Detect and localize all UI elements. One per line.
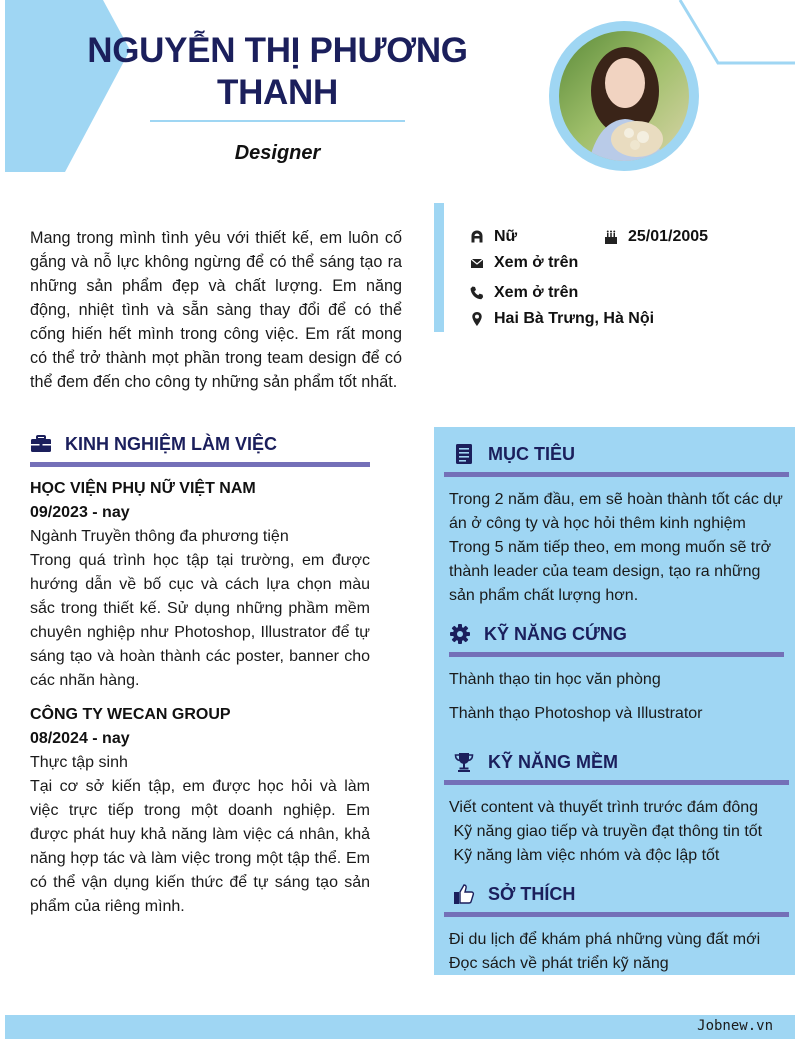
- objective-text: [449, 488, 789, 608]
- hobbies-heading: [453, 883, 575, 905]
- objective-heading: [453, 443, 575, 465]
- hobby-item: Đọc sách về phát triển kỹ năng: [449, 955, 669, 972]
- contact-email[interactable]: [469, 254, 578, 272]
- birthday-cake-icon: [603, 229, 619, 245]
- company-name: HỌC VIỆN PHỤ NỮ VIỆT NAM: [30, 480, 256, 497]
- objective-line-1: Trong 2 năm đầu, em sẽ hoàn thành tốt các dự án ở công ty và học hỏi thêm kinh nghiệm: [449, 491, 783, 532]
- location-pin-icon: [469, 311, 485, 327]
- soft-skills-heading: [453, 751, 618, 773]
- soft-skill-item: Viết content và thuyết trình trước đám đông: [449, 799, 759, 816]
- contact-birthday: [603, 228, 708, 246]
- hard-skill-item: Thành thạo tin học văn phòng: [449, 671, 661, 688]
- envelope-icon: [469, 255, 485, 271]
- job-description: Trong quá trình học tập tại trường, em được hướng dẫn về bố cục và cách lựa chọn màu sắc trong thiết kế. Sử dụng những phầm mềm chuyên nghiệp như Photoshop, Illustrator để tự sáng tạo và hoàn thành các poster, banner cho các nhãn hàng.: [30, 552, 370, 689]
- job-position: Ngành Truyền thông đa phương tiện: [30, 528, 289, 545]
- objective-line-2: Trong 5 năm tiếp theo, em mong muốn sẽ trở thành leader của team design, tạo ra những sản phẩm chất lượng hơn.: [449, 539, 772, 604]
- objective-divider: [444, 472, 789, 477]
- gear-icon: [449, 623, 471, 645]
- contact-accent-bar: [434, 203, 444, 332]
- soft-skills-title: KỸ NĂNG MỀM: [488, 751, 618, 772]
- address-value: Hai Bà Trưng, Hà Nội: [494, 310, 655, 327]
- hobbies-divider: [444, 912, 789, 917]
- soft-skill-item: Kỹ năng giao tiếp và truyền đạt thông tin tốt: [449, 823, 763, 840]
- contact-address: [469, 310, 654, 328]
- job-period: 09/2023 - nay: [30, 504, 130, 521]
- soft-skill-item: Kỹ năng làm việc nhóm và độc lập tốt: [449, 847, 720, 864]
- document-icon: [453, 443, 475, 465]
- gender-icon: [469, 229, 485, 245]
- brand-watermark[interactable]: Jobnew.vn: [697, 1018, 773, 1034]
- hobby-item: Đi du lịch để khám phá những vùng đất mới: [449, 931, 761, 948]
- soft-skills-divider: [444, 780, 789, 785]
- company-name: CÔNG TY WECAN GROUP: [30, 706, 231, 723]
- birthday-value: 25/01/2005: [628, 228, 709, 245]
- footer-bar: [5, 1015, 795, 1039]
- trophy-icon: [453, 751, 475, 773]
- briefcase-icon: [30, 433, 52, 455]
- hard-skills-divider: [449, 652, 784, 657]
- hard-skill-item: Thành thạo Photoshop và Illustrator: [449, 705, 703, 722]
- contact-gender: [469, 228, 517, 246]
- hard-skills-title: KỸ NĂNG CỨNG: [484, 623, 627, 644]
- job-position: Thực tập sinh: [30, 754, 128, 771]
- hard-skills-heading: [449, 623, 627, 645]
- experience-heading: [30, 433, 277, 455]
- job-role: Designer: [234, 142, 321, 164]
- experience-title: KINH NGHIỆM LÀM VIỆC: [65, 433, 278, 454]
- experience-divider: [30, 462, 370, 467]
- avatar: [559, 31, 689, 161]
- name-divider: [150, 120, 405, 122]
- objective-title: MỤC TIÊU: [488, 443, 575, 464]
- email-value: Xem ở trên: [494, 254, 579, 271]
- job-period: 08/2024 - nay: [30, 730, 130, 747]
- phone-icon: [469, 285, 485, 301]
- name-line-1: NGUYỄN THỊ PHƯƠNG: [87, 31, 468, 70]
- thumbs-up-icon: [453, 883, 475, 905]
- name-line-2: THANH: [217, 73, 338, 112]
- gender-value: Nữ: [494, 228, 518, 245]
- hobbies-title: SỞ THÍCH: [488, 883, 576, 904]
- job-description: Tại cơ sở kiến tập, em được học hỏi và làm việc trực tiếp trong một doanh nghiệp. Em được phát huy khả năng làm việc cá nhân, khả năng hợp tác và làm việc trong một tập thể. Em có thể vận dụng kiến thức để tự sáng tạo sản phẩm của riêng mình.: [30, 778, 370, 915]
- phone-value: Xem ở trên: [494, 284, 579, 301]
- intro-paragraph: Mang trong mình tình yêu với thiết kế, em luôn cố gắng và nỗ lực không ngừng để có thể sáng tạo ra những sản phẩm đẹp và chất lượng. Em năng động, nhiệt tình và sẵn sàng thay đổi để có thể cống hiến hết mình trong công việc. Em rất mong có thể trở thành mọt phần trong team design để có thể đem đến cho công ty những sản phẩm tốt nhất.: [30, 229, 402, 391]
- candidate-name: [60, 30, 495, 114]
- contact-phone[interactable]: [469, 284, 578, 302]
